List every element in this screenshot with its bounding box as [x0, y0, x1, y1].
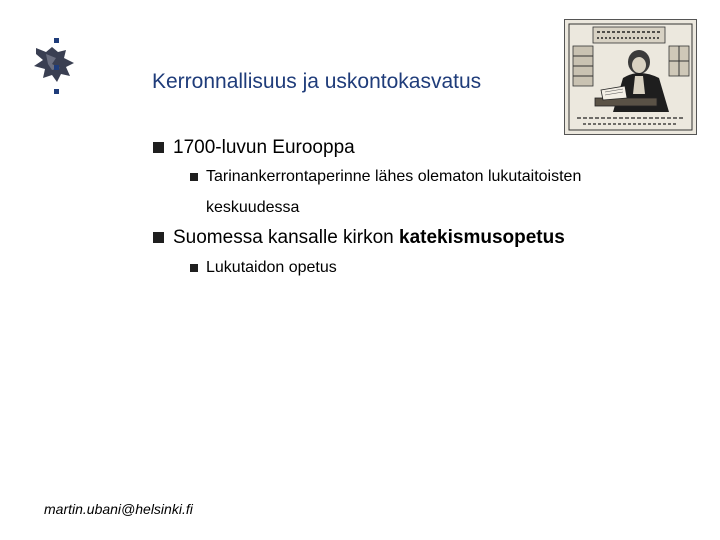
bullet-square-icon — [153, 232, 164, 243]
agricola-woodcut-image — [564, 19, 697, 135]
footer-email: martin.ubani@helsinki.fi — [44, 501, 193, 517]
bullet-bold-text: katekismusopetus — [399, 227, 565, 248]
bullet-square-icon — [153, 142, 164, 153]
bullet-text-wrapper — [173, 227, 565, 249]
bullet-square-icon — [190, 173, 198, 181]
subbullet-continuation: keskuudessa — [206, 199, 300, 216]
bullet-text: Lukutaidon opetus — [206, 259, 337, 276]
bullet-text: Tarinankerrontaperinne lähes olematon lukutaitoisten — [206, 168, 582, 185]
university-logo-icon — [22, 30, 90, 98]
bullet-text: Suomessa kansalle kirkon — [173, 227, 399, 248]
subbullet-lukutaidon — [190, 259, 337, 277]
woodcut-picture-icon — [565, 20, 696, 134]
bullet-square-icon — [190, 264, 198, 272]
bullet-suomessa — [153, 227, 565, 249]
bullet-1700-luvun — [153, 137, 355, 159]
subbullet-tarinankerronta — [190, 168, 581, 186]
bullet-text: 1700-luvun Eurooppa — [173, 137, 355, 158]
slide-title: Kerronnallisuus ja uskontokasvatus — [152, 70, 482, 93]
